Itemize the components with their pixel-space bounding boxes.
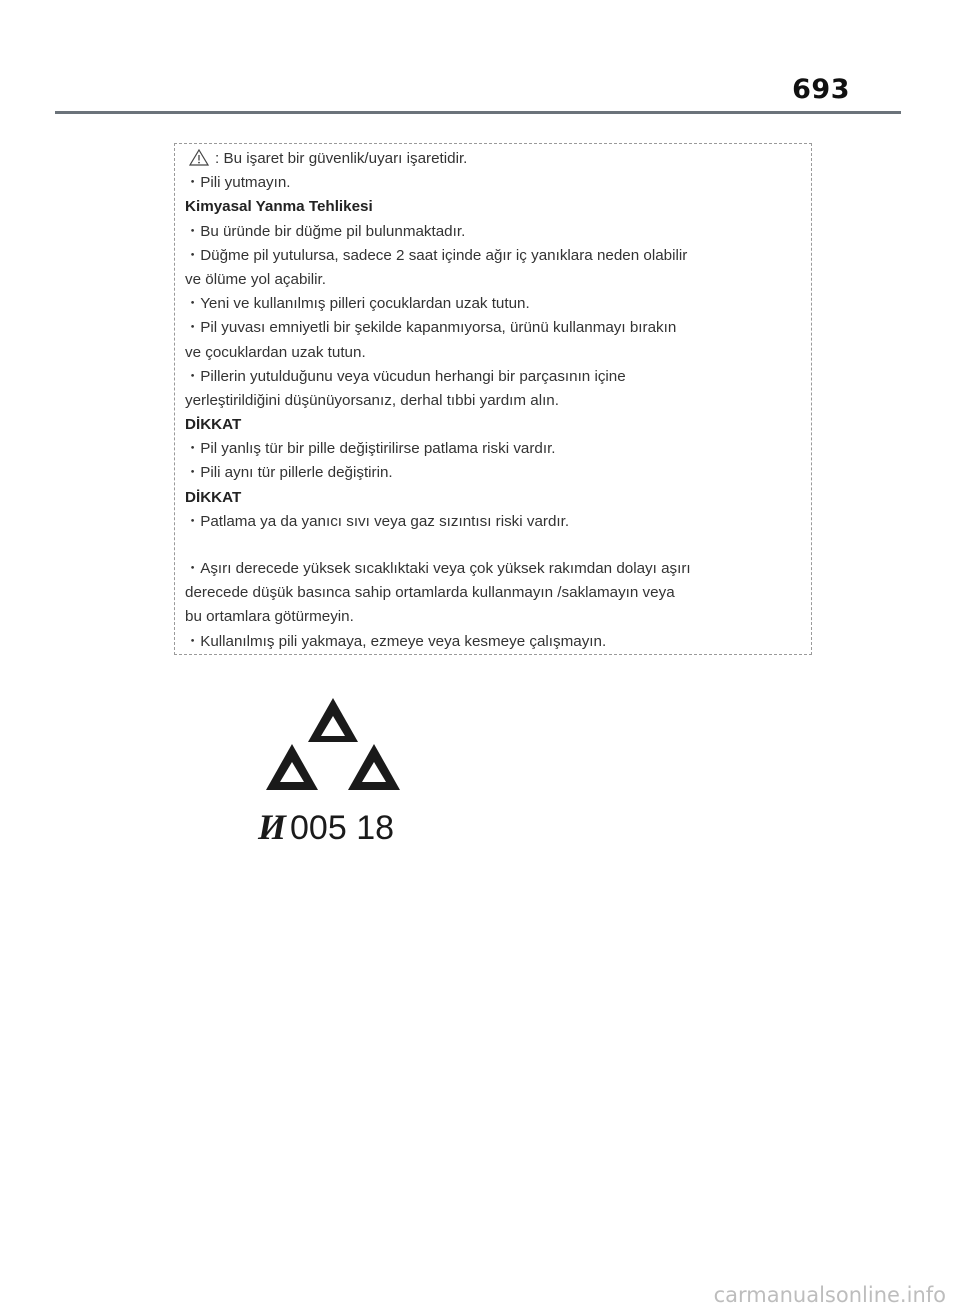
page-number: 693 (792, 74, 850, 105)
box-line (185, 461, 801, 485)
box-line (185, 437, 801, 461)
box-line (185, 630, 801, 654)
box-line (185, 341, 801, 365)
box-heading (185, 195, 801, 219)
box-line-text: ・Pil yanlış tür bir pille değiştirilirse patlama riski vardır. (185, 440, 556, 458)
warning-box (174, 143, 812, 655)
box-line-text: ・Kullanılmış pili yakmaya, ezmeye veya kesmeye çalışmayın. (185, 632, 607, 650)
box-line (185, 268, 801, 292)
box-line-text: DİKKAT (185, 488, 242, 506)
certification-mark (258, 806, 394, 848)
box-line-text: ・Patlama ya da yanıcı sıvı veya gaz sızıntısı riski vardır. (185, 512, 570, 530)
box-line-text: DİKKAT (185, 416, 242, 434)
box-line-text: ve çocuklardan uzak tutun. (185, 343, 366, 361)
box-line (185, 316, 801, 340)
box-line (185, 147, 801, 171)
box-line (185, 581, 801, 605)
box-line-text: ・Pili aynı tür pillerle değiştirin. (185, 464, 393, 482)
certification-symbol: И (258, 807, 287, 847)
box-line-text: ・Yeni ve kullanılmış pilleri çocuklardan uzak tutun. (185, 295, 530, 313)
box-heading (185, 486, 801, 510)
box-line (185, 389, 801, 413)
box-line (185, 510, 801, 534)
certification-code: 005 18 (290, 809, 395, 847)
box-line-text: ・Pili yutmayın. (185, 174, 291, 192)
box-line-text: ve ölüme yol açabilir. (185, 270, 326, 288)
box-line (185, 220, 801, 244)
box-line (185, 244, 801, 268)
box-line-text: ・Pil yuvası emniyetli bir şekilde kapanmıyorsa, ürünü kullanmayı bırakın (185, 319, 677, 337)
box-line-text: derecede düşük basınca sahip ortamlarda kullanmayın /saklamayın veya (185, 584, 675, 602)
box-line-text: : Bu işaret bir güvenlik/uyarı işaretidir. (215, 150, 468, 167)
header-rule (55, 111, 901, 114)
box-line-text: yerleştirildiğini düşünüyorsanız, derhal tıbbi yardım alın. (185, 391, 559, 409)
box-line (185, 292, 801, 316)
box-heading (185, 413, 801, 437)
box-line-text: Kimyasal Yanma Tehlikesi (185, 198, 373, 216)
box-line-text: ・Aşırı derecede yüksek sıcaklıktaki veya çok yüksek rakımdan dolayı aşırı (185, 560, 691, 577)
box-line (185, 171, 801, 195)
box-line-text: ・Pillerin yutulduğunu veya vücudun herhangi bir parçasının içine (185, 367, 626, 385)
box-line (185, 365, 801, 389)
box-line (185, 534, 801, 557)
box-line-text: ・Bu üründe bir düğme pil bulunmaktadır. (185, 222, 466, 240)
box-line (185, 557, 801, 581)
box-line-text: bu ortamlara götürmeyin. (185, 608, 354, 626)
box-line-text: ・Düğme pil yutulursa, sadece 2 saat içinde ağır iç yanıklara neden olabilir (185, 246, 688, 264)
watermark: carmanualsonline.info (713, 1283, 946, 1307)
box-line (185, 605, 801, 629)
